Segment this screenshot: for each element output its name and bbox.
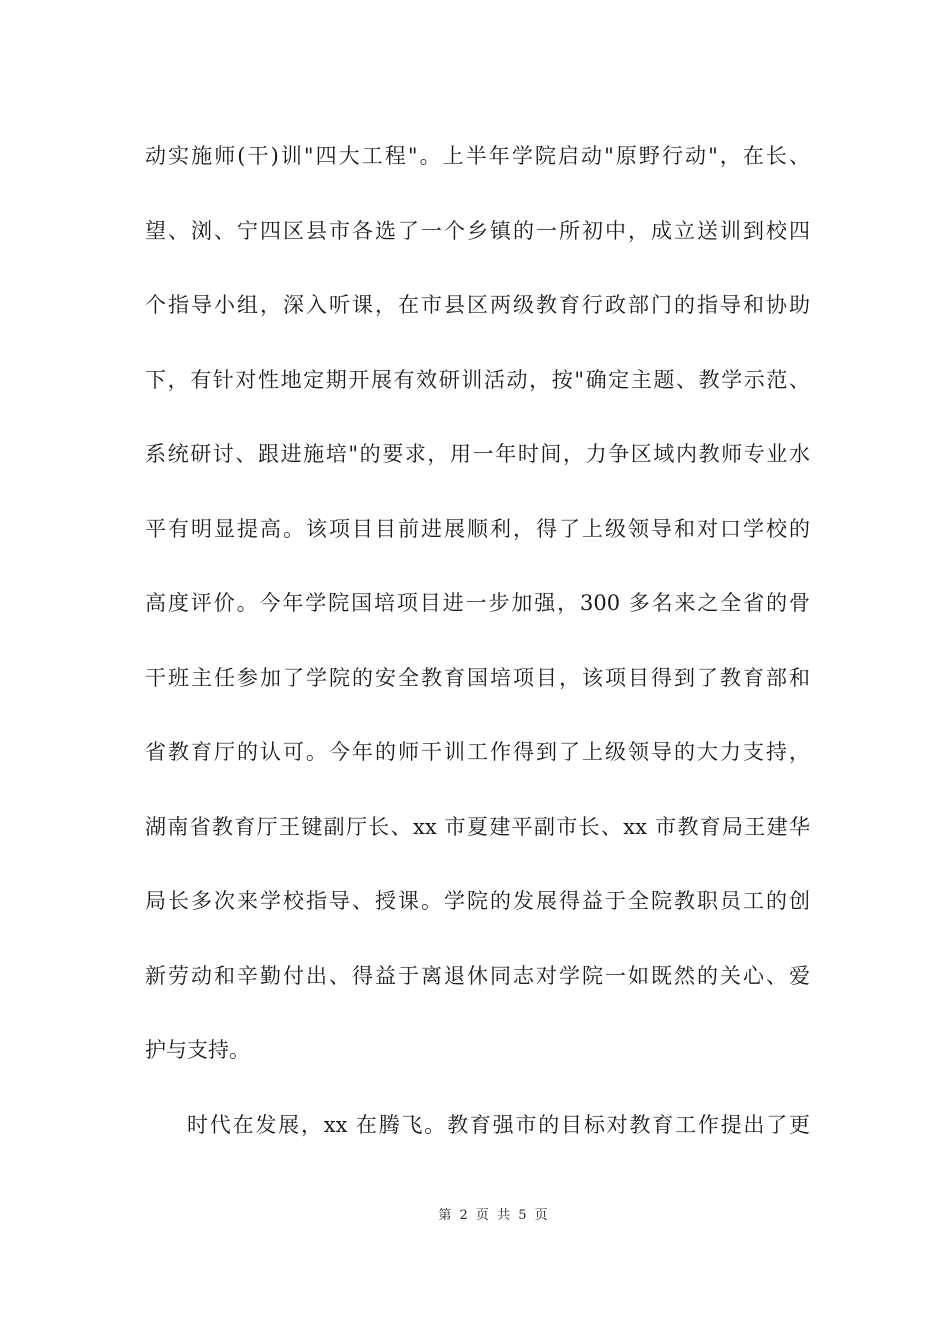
- footer-prefix: 第: [438, 1208, 452, 1223]
- body-line-5: 系统研讨、跟进施培"的要求，用一年时间，力争区域内教师专业水: [145, 442, 810, 466]
- footer-suffix: 页: [534, 1208, 548, 1223]
- page-footer: [0, 1206, 950, 1226]
- paragraph-start-line: 时代在发展，xx 在腾飞。教育强市的目标对教育工作提出了更: [187, 1113, 810, 1137]
- body-line-7: 高度评价。今年学院国培项目进一步加强，300 多名来之全省的骨: [145, 591, 810, 615]
- body-line-2: 望、浏、宁四区县市各选了一个乡镇的一所初中，成立送训到校四: [145, 219, 810, 243]
- body-line-11: 局长多次来学校指导、授课。学院的发展得益于全院教职员工的创: [145, 889, 810, 913]
- footer-total-pages: 5: [518, 1208, 527, 1223]
- body-line-9: 省教育厅的认可。今年的师干训工作得到了上级领导的大力支持，: [145, 740, 810, 764]
- body-line-12: 新劳动和辛勤付出、得益于离退休同志对学院一如既然的关心、爱: [145, 964, 810, 988]
- body-line-8: 干班主任参加了学院的安全教育国培项目，该项目得到了教育部和: [145, 666, 810, 690]
- body-line-6: 平有明显提高。该项目目前进展顺利，得了上级领导和对口学校的: [145, 517, 810, 541]
- body-line-1: 动实施师(干)训"四大工程"。上半年学院启动"原野行动"，在长、: [145, 144, 810, 168]
- footer-page-word: 页: [475, 1208, 489, 1223]
- footer-current-page: 2: [459, 1208, 468, 1223]
- body-line-10: 湖南省教育厅王键副厅长、xx 市夏建平副市长、xx 市教育局王建华: [145, 815, 810, 839]
- body-line-3: 个指导小组，深入听课，在市县区两级教育行政部门的指导和协助: [145, 293, 810, 317]
- footer-total-prefix: 共: [497, 1208, 511, 1223]
- body-line-4: 下，有针对性地定期开展有效研训活动，按"确定主题、教学示范、: [145, 368, 810, 392]
- body-line-13: 护与支持。: [145, 1038, 250, 1062]
